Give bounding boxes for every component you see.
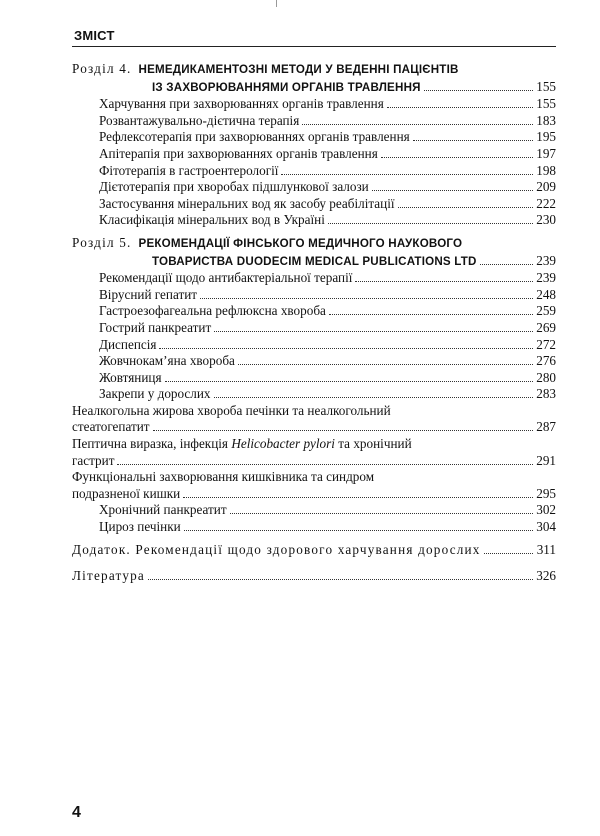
toc-item-label: Вірусний гепатит xyxy=(99,286,198,302)
toc-item-label: Класифікація мінеральних вод в Україні xyxy=(99,212,325,228)
toc-item[interactable] xyxy=(72,386,556,403)
toc-item-label: та хронічний xyxy=(334,436,412,452)
toc-item[interactable] xyxy=(72,113,556,130)
leader-dots xyxy=(355,281,533,282)
toc-item-label-italic: Helicobacter pylori xyxy=(231,436,335,452)
toc-item[interactable] xyxy=(72,212,556,229)
toc-item-label: Жовчнокам’яна хвороба xyxy=(99,353,235,369)
page-edge-mark xyxy=(276,0,277,7)
toc-item-label: Хронічний панкреатит xyxy=(99,502,227,518)
toc-item[interactable] xyxy=(72,303,556,320)
toc-item[interactable] xyxy=(72,320,556,337)
toc-item-label: Гострий панкреатит xyxy=(99,319,212,335)
toc-item-label: Апітерапія при захворюваннях органів травлення xyxy=(99,145,378,161)
page-number: 248 xyxy=(536,286,556,302)
toc-item[interactable] xyxy=(72,96,556,113)
toc-item[interactable] xyxy=(72,146,556,163)
literature-label: Література xyxy=(72,568,145,584)
leader-dots xyxy=(159,348,533,349)
toc-item[interactable] xyxy=(72,270,556,287)
leader-dots xyxy=(302,124,533,125)
page-number: 209 xyxy=(536,179,556,195)
page-number: 198 xyxy=(536,162,556,178)
page-number: 280 xyxy=(536,369,556,385)
page-number: 195 xyxy=(536,129,556,145)
section-title-line: ТОВАРИСТВА DUODECIM MEDICAL PUBLICATIONS LTD xyxy=(152,254,477,268)
leader-dots xyxy=(424,90,533,91)
leader-dots xyxy=(214,397,533,398)
leader-dots xyxy=(183,497,533,498)
page-number: 276 xyxy=(536,353,556,369)
page-number: 269 xyxy=(536,319,556,335)
page-number: 295 xyxy=(536,485,556,501)
page-number: 283 xyxy=(536,386,556,402)
leader-dots xyxy=(329,314,533,315)
toc-item[interactable] xyxy=(72,469,556,502)
toc-item-label: Харчування при захворюваннях органів травлення xyxy=(99,96,384,112)
toc-item-label: Неалкогольна жирова хвороба печінки та неалкогольний xyxy=(72,402,391,418)
leader-dots xyxy=(328,223,533,224)
toc-item-label: Гастроезофагеальна рефлюксна хвороба xyxy=(99,303,326,319)
leader-dots xyxy=(214,331,533,332)
toc-item[interactable] xyxy=(72,436,556,469)
section-title-line: ІЗ ЗАХВОРЮВАННЯМИ ОРГАНІВ ТРАВЛЕННЯ xyxy=(152,80,421,94)
page-number: 155 xyxy=(536,78,556,94)
page-number: 239 xyxy=(536,270,556,286)
page-number: 155 xyxy=(536,96,556,112)
appendix-entry[interactable] xyxy=(72,542,556,559)
page-number: 197 xyxy=(536,145,556,161)
page-number: 239 xyxy=(536,252,556,268)
leader-dots xyxy=(238,364,533,365)
toc-item[interactable] xyxy=(72,129,556,146)
page-number: 183 xyxy=(536,112,556,128)
page-number: 222 xyxy=(536,195,556,211)
header-rule xyxy=(72,46,556,47)
toc-item-label: гастрит xyxy=(72,452,115,468)
page-number: 287 xyxy=(536,419,556,435)
toc-item[interactable] xyxy=(72,403,556,436)
leader-dots xyxy=(387,107,533,108)
toc-item-label: Жовтяниця xyxy=(99,369,162,385)
toc-item-label: Закрепи у дорослих xyxy=(99,386,211,402)
leader-dots xyxy=(117,464,533,465)
leader-dots xyxy=(184,530,533,531)
toc-item[interactable] xyxy=(72,502,556,519)
leader-dots xyxy=(281,174,533,175)
section-title-line: РЕКОМЕНДАЦІЇ ФІНСЬКОГО МЕДИЧНОГО НАУКОВОГО xyxy=(138,236,463,250)
table-of-contents xyxy=(72,61,556,585)
toc-item-label: Застосування мінеральних вод як засобу реабілітації xyxy=(99,195,395,211)
page-number: 230 xyxy=(536,212,556,228)
toc-item[interactable] xyxy=(72,337,556,354)
leader-dots xyxy=(484,553,533,554)
toc-item-label: Рефлексотерапія при захворюваннях органів травлення xyxy=(99,129,410,145)
page-number: 272 xyxy=(536,336,556,352)
toc-item-label: Пептична виразка, інфекція xyxy=(72,436,232,452)
toc-item[interactable] xyxy=(72,163,556,180)
leader-dots xyxy=(372,190,533,191)
toc-item[interactable] xyxy=(72,287,556,304)
leader-dots xyxy=(165,381,533,382)
toc-item-label: подразненої кишки xyxy=(72,485,181,501)
leader-dots xyxy=(148,579,533,580)
page-number: 311 xyxy=(536,541,556,557)
page-number: 304 xyxy=(536,519,556,535)
leader-dots xyxy=(153,430,533,431)
toc-item-label: Фітотерапія в гастроентерології xyxy=(99,162,279,178)
leader-dots xyxy=(398,207,533,208)
toc-item-label: Розвантажувально-дієтична терапія xyxy=(99,112,300,128)
section-5-entry[interactable] xyxy=(72,235,556,270)
page-folio-number: 4 xyxy=(72,804,81,821)
toc-item[interactable] xyxy=(72,519,556,536)
toc-item-label: Дієтотерапія при хворобах підшлункової залози xyxy=(99,179,369,195)
page-number: 259 xyxy=(536,303,556,319)
toc-item[interactable] xyxy=(72,179,556,196)
leader-dots xyxy=(480,264,533,265)
running-header-title: ЗМІСТ xyxy=(74,28,115,43)
leader-dots xyxy=(413,140,533,141)
leader-dots xyxy=(381,157,533,158)
leader-dots xyxy=(230,513,533,514)
literature-entry[interactable] xyxy=(72,568,556,585)
section-label: Розділ 5. xyxy=(72,234,132,250)
toc-item-label: Рекомендації щодо антибактеріальної терапії xyxy=(99,270,353,286)
page-number: 326 xyxy=(536,568,556,584)
toc-item[interactable] xyxy=(72,353,556,370)
page-number: 291 xyxy=(536,452,556,468)
section-title-line: НЕМЕДИКАМЕНТОЗНІ МЕТОДИ У ВЕДЕННІ ПАЦІЄНТІВ xyxy=(138,63,459,76)
toc-item-label: Цироз печінки xyxy=(99,519,181,535)
toc-item-label: Функціональні захворювання кишківника та синдром xyxy=(72,469,375,485)
toc-item[interactable] xyxy=(72,196,556,213)
section-label: Розділ 4. xyxy=(72,61,132,76)
toc-item-label: Диспепсія xyxy=(99,336,157,352)
spacer xyxy=(72,558,556,568)
section-4-entry[interactable] xyxy=(72,61,556,96)
toc-item-label: стеатогепатит xyxy=(72,419,150,435)
page-number: 302 xyxy=(536,502,556,518)
toc-item[interactable] xyxy=(72,370,556,387)
leader-dots xyxy=(200,298,533,299)
appendix-label: Додаток. Рекомендації щодо здорового харчування дорослих xyxy=(72,541,481,557)
